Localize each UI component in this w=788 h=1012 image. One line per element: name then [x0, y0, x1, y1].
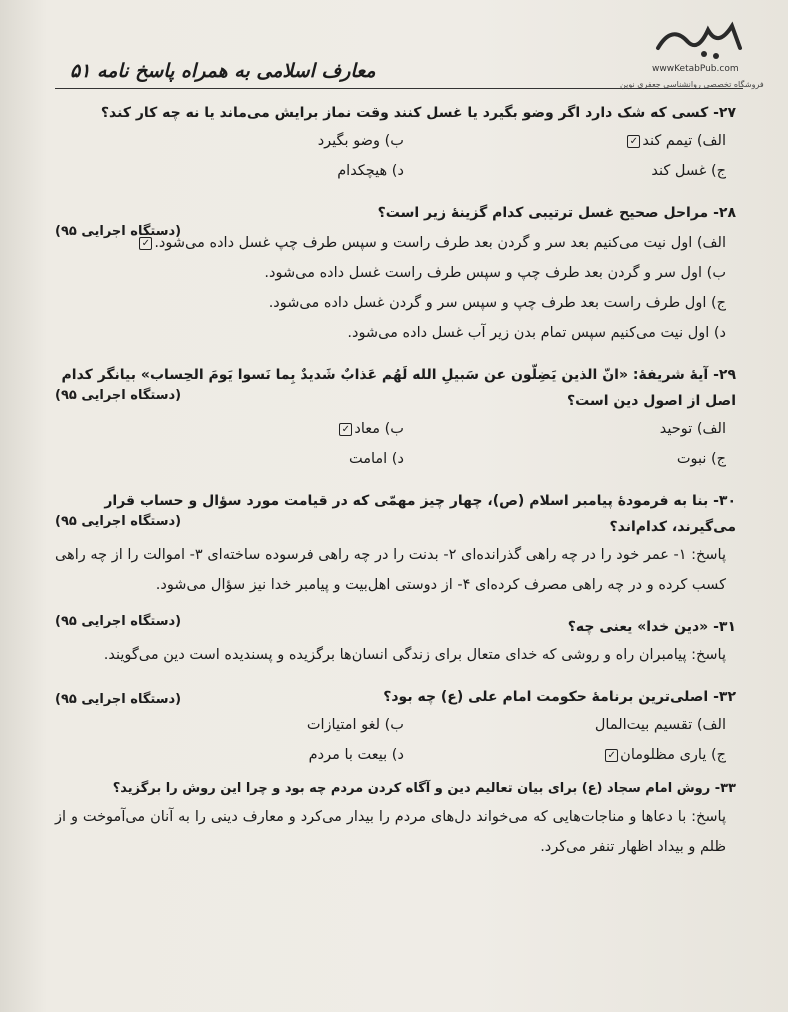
- option-c: ج) نبوت: [676, 451, 726, 467]
- page-header-title: معارف اسلامی به همراه پاسخ نامه ۵۱: [70, 60, 376, 82]
- option-b-label: ب) معاد: [354, 421, 404, 437]
- question-32: [55, 684, 736, 770]
- options: [55, 710, 736, 770]
- question-source: (دستگاه اجرایی ۹۵): [55, 614, 182, 629]
- option-a-label: الف) تیمم کند: [642, 133, 726, 149]
- options: [55, 414, 736, 474]
- logo-subtitle: فروشگاه تخصصی روانشناسی جعفری نوین: [620, 80, 764, 89]
- option-d: د) امامت: [348, 451, 404, 467]
- question-text: ۲۸- مراحل صحیح غسل ترتیبی کدام گزینهٔ زیر است؟: [377, 205, 736, 221]
- option-d: د) هیچکدام: [337, 163, 404, 179]
- answer-text: پاسخ: پیامبران راه و روشی که خدای متعال برای زندگی انسان‌ها برگزیده و پسندیده است دین می‌گویند.: [103, 647, 726, 663]
- answer-text: پاسخ: ۱- عمر خود را در چه راهی گذرانده‌ای ۲- بدنت را در چه راهی فرسوده ساخته‌ای ۳- اموالت را از چه راهی کسب کرده و در چه راهی مصرف کرده‌ای ۴- از دوستی اهل‌بیت و پیامبر خدا نیز سؤال می‌شود.: [55, 547, 726, 593]
- option-b: [82, 414, 404, 444]
- option-d: د) بیعت با مردم: [308, 747, 404, 763]
- option-b: ب) اول سر و گردن بعد طرف چپ و سپس طرف راست غسل داده می‌شود.: [264, 265, 726, 281]
- page-content: [55, 100, 736, 862]
- question-33: [55, 776, 736, 862]
- question-29: [55, 362, 736, 474]
- question-source: (دستگاه اجرایی ۹۵): [55, 224, 182, 239]
- logo-url: wwwKetabPub.com: [652, 64, 739, 74]
- option-a: الف) تقسیم بیت‌المال: [594, 717, 726, 733]
- option-d: د) اول نیت می‌کنیم سپس تمام بدن زیر آب غسل داده می‌شود.: [347, 325, 726, 341]
- question-30: [55, 488, 736, 600]
- option-b: ب) لغو امتیازات: [306, 717, 404, 733]
- question-text: ۳۲- اصلی‌ترین برنامهٔ حکومت امام علی (ع) چه بود؟: [383, 689, 736, 705]
- question-source: (دستگاه اجرایی ۹۵): [55, 692, 182, 707]
- check-icon: ✓: [139, 237, 152, 250]
- question-text: ۳۰- بنا به فرمودهٔ پیامبر اسلام (ص)، چهار چیز مهمّی که در قیامت مورد سؤال و حساب قرار می‌گیرند، کدام‌اند؟: [104, 493, 736, 535]
- question-text: ۳۳- روش امام سجاد (ع) برای بیان تعالیم دین و آگاه کردن مردم چه بود و چرا این روش را برگزید؟: [112, 781, 736, 796]
- question-text: ۲۷- کسی که شک دارد اگر وضو بگیرد یا غسل کنند وقت نماز برایش می‌ماند یا نه چه کار کند؟: [100, 105, 736, 121]
- option-a-label: الف) اول نیت می‌کنیم بعد سر و گردن بعد طرف راست و سپس طرف چپ غسل داده می‌شود.: [154, 235, 726, 251]
- question-28: [55, 200, 736, 348]
- question-text: ۳۱- «دین خدا» یعنی چه؟: [567, 619, 736, 635]
- question-text: ۲۹- آیهٔ شریفهٔ: «انّ الذین یَضِلّون عن سَبیلِ الله لَهُم عَذابٌ شَدیدٌ بِما نَسوا یَومَ الحِساب» بیانگر کدام اصل از اصول دین است؟: [61, 367, 736, 409]
- option-a: الف) توحید: [659, 421, 726, 437]
- check-icon: ✓: [605, 749, 618, 762]
- check-icon: ✓: [627, 135, 640, 148]
- option-c: [404, 740, 726, 770]
- question-source: (دستگاه اجرایی ۹۵): [55, 388, 182, 403]
- option-a: [404, 126, 726, 156]
- question-27: [55, 100, 736, 186]
- options: [55, 126, 736, 186]
- answer-text: پاسخ: با دعاها و مناجات‌هایی که می‌خواند دل‌های مردم را بیدار می‌کرد و معارف دینی را به آنان می‌آموخت و از ظلم و بیداد اظهار تنفر می‌کرد.: [55, 809, 726, 855]
- header-divider: [55, 88, 743, 89]
- publisher-logo-icon: [652, 18, 748, 62]
- question-source: (دستگاه اجرایی ۹۵): [55, 514, 182, 529]
- question-31: [55, 614, 736, 670]
- option-c: ج) اول طرف راست بعد طرف چپ و سپس سر و گردن غسل داده می‌شود.: [268, 295, 726, 311]
- option-b: ب) وضو بگیرد: [317, 133, 404, 149]
- option-c-label: ج) یاری مظلومان: [620, 747, 726, 763]
- option-c: ج) غسل کند: [651, 163, 726, 179]
- check-icon: ✓: [339, 423, 352, 436]
